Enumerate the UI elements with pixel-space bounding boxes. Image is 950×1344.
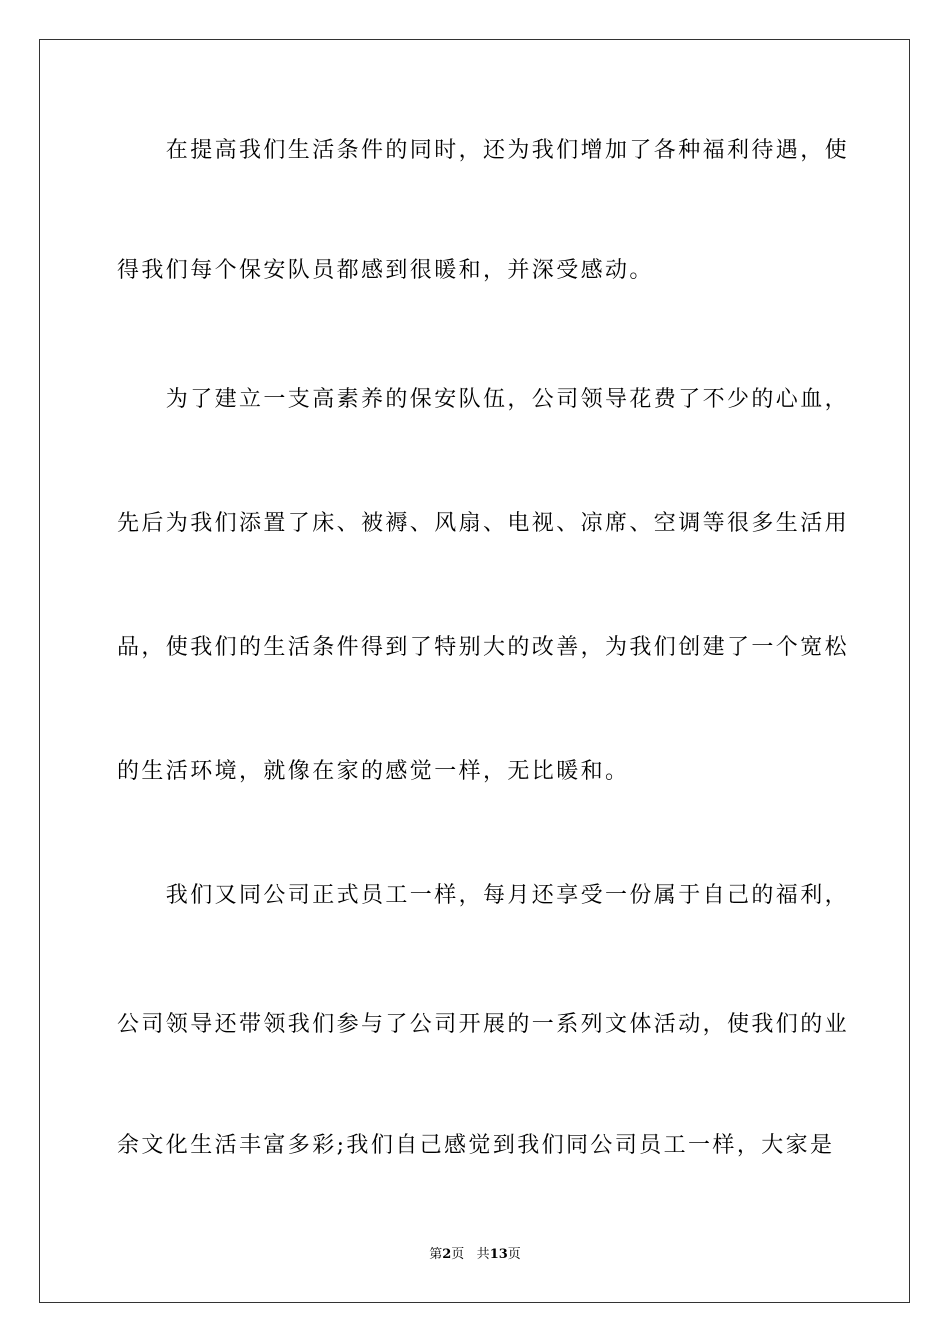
body-text-line: 品，使我们的生活条件得到了特别大的改善，为我们创建了一个宽松	[117, 635, 850, 660]
body-text-line: 为了建立一支高素养的保安队伍，公司领导花费了不少的心血，	[117, 387, 850, 412]
body-text-line: 我们又同公司正式员工一样，每月还享受一份属于自己的福利，	[117, 883, 850, 908]
current-page-number: 2	[442, 1247, 452, 1262]
body-text-line: 的生活环境，就像在家的感觉一样，无比暖和。	[117, 759, 630, 784]
total-pages-number: 13	[489, 1247, 508, 1262]
body-text-line: 公司领导还带领我们参与了公司开展的一系列文体活动，使我们的业	[117, 1012, 850, 1037]
footer-total-prefix: 共	[476, 1247, 490, 1262]
body-text-line: 先后为我们添置了床、被褥、风扇、电视、凉席、空调等很多生活用	[117, 511, 850, 536]
footer-page-unit: 页	[451, 1247, 465, 1262]
body-text-line: 余文化生活丰富多彩;我们自己感觉到我们同公司员工一样，大家是	[117, 1133, 835, 1158]
footer-prefix: 第	[429, 1247, 443, 1262]
body-text-line: 在提高我们生活条件的同时，还为我们增加了各种福利待遇，使	[117, 138, 850, 163]
footer-total-unit: 页	[507, 1247, 521, 1262]
page-number-footer	[0, 1247, 950, 1263]
body-text-line: 得我们每个保安队员都感到很暖和，并深受感动。	[117, 258, 654, 283]
page-border	[39, 39, 910, 1303]
